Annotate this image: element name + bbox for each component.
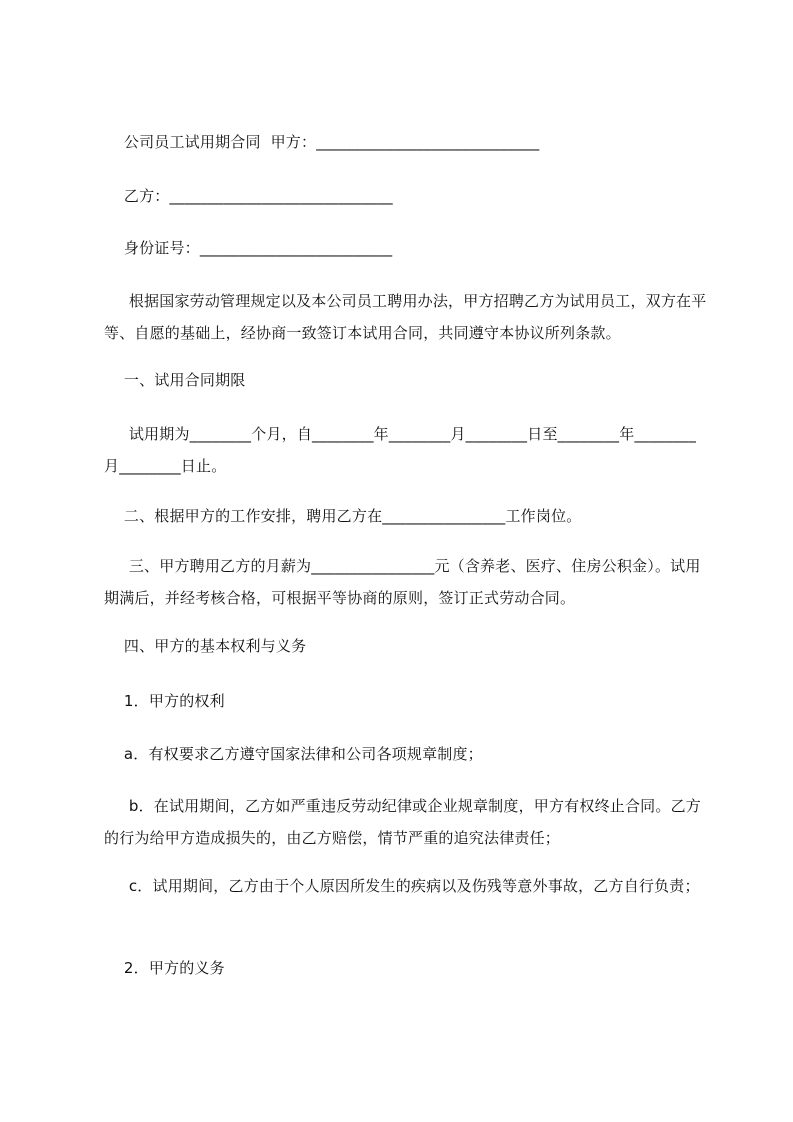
right-c: c．试用期间，乙方由于个人原因所发生的疾病以及伤残等意外事故，乙方自行负责； xyxy=(104,877,700,895)
right-a: a．有权要求乙方遵守国家法律和公司各项规章制度； xyxy=(104,745,483,763)
section-2-paragraph: 二、根据甲方的工作安排，聘用乙方在________________工作岗位。 xyxy=(104,507,582,525)
contract-title-party-a: 公司员工试用期合同 甲方：_____________________________ xyxy=(104,133,540,151)
rights-title: 1．甲方的权利 xyxy=(104,692,225,710)
intro-paragraph: 根据国家劳动管理规定以及本公司员工聘用办法，甲方招聘乙方为试用员工，双方在平等、自愿的基础上，经协商一致签订本试用合同，共同遵守本协议所列条款。 xyxy=(104,292,707,342)
section-4-title: 四、甲方的基本权利与义务 xyxy=(104,637,307,655)
section-1-body: 试用期为________个月，自________年________月________日至________年________月________日止。 xyxy=(104,425,697,475)
party-b-line: 乙方：_____________________________ xyxy=(104,187,393,205)
right-b: b．在试用期间，乙方如严重违反劳动纪律或企业规章制度，甲方有权终止合同。乙方的行为给甲方造成损失的，由乙方赔偿，情节严重的追究法律责任； xyxy=(104,797,701,847)
section-3-paragraph: 三、甲方聘用乙方的月薪为________________元（含养老、医疗、住房公积金）。试用期满后，并经考核合格，可根据平等协商的原则，签订正式劳动合同。 xyxy=(104,557,701,607)
id-number-line: 身份证号：_________________________ xyxy=(104,239,393,257)
duties-title: 2．甲方的义务 xyxy=(104,959,225,977)
section-1-title: 一、试用合同期限 xyxy=(104,371,246,389)
